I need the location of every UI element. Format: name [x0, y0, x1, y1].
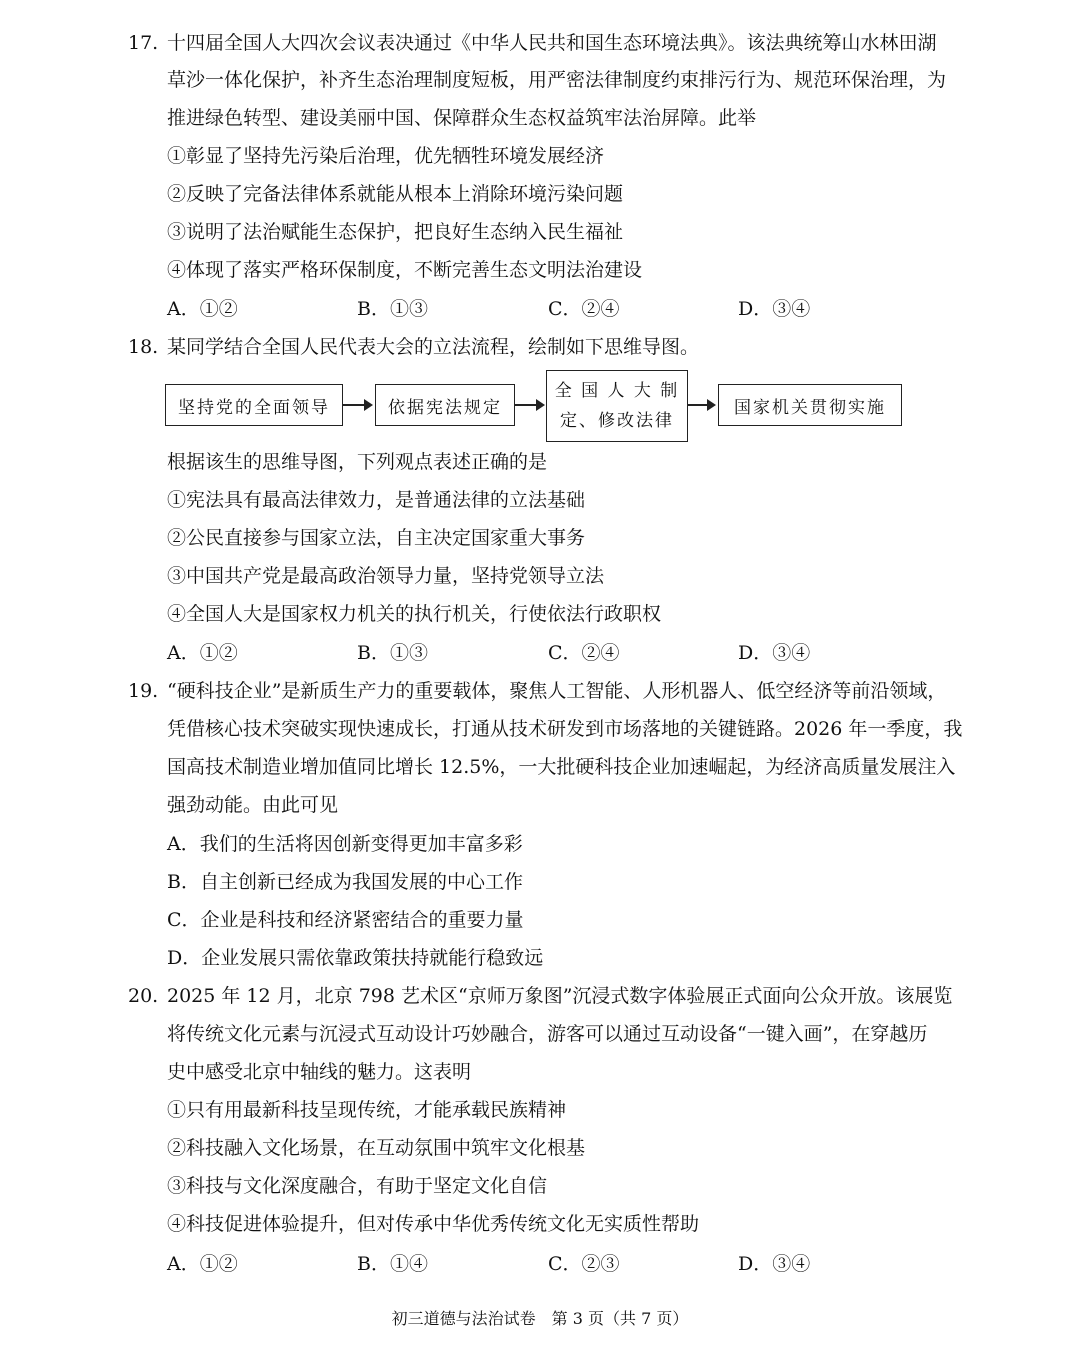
- statement-item: ①只有用最新科技呈现传统，才能承载民族精神: [167, 1099, 567, 1121]
- statement-item: ②科技融入文化场景，在互动氛围中筑牢文化根基: [167, 1137, 586, 1159]
- option-a[interactable]: A．我们的生活将因创新变得更加丰富多彩: [167, 833, 523, 855]
- flow-box-line: 定、修改法律: [560, 411, 674, 431]
- page-footer: 初三道德与法治试卷 第 3 页（共 7 页）: [391, 1309, 689, 1328]
- flow-box-npc-legislation: [546, 370, 688, 442]
- question-stem-line: 国高技术制造业增加值同比增长 12.5%，一大批硬科技企业加速崛起，为经济高质量发展注入: [167, 756, 956, 778]
- flow-arrow: [343, 404, 371, 406]
- question-stem-line: 十四届全国人大四次会议表决通过《中华人民共和国生态环境法典》。该法典统筹山水林田湖: [167, 32, 937, 54]
- flow-box-implementation: 国家机关贯彻实施: [718, 384, 902, 426]
- statement-item: ③科技与文化深度融合，有助于坚定文化自信: [167, 1175, 548, 1197]
- question-stem-line: 凭借核心技术突破实现快速成长，打通从技术研发到市场落地的关键链路。2026 年一季度，我: [167, 718, 963, 740]
- option-d[interactable]: D．③④: [738, 1253, 811, 1275]
- option-b[interactable]: B．①④: [357, 1253, 428, 1275]
- flow-arrow: [515, 404, 543, 406]
- option-d[interactable]: D．③④: [738, 642, 811, 664]
- statement-item: ①宪法具有最高法律效力，是普通法律的立法基础: [167, 489, 586, 511]
- question-stem-line: “硬科技企业”是新质生产力的重要载体，聚焦人工智能、人形机器人、低空经济等前沿领域，: [167, 680, 947, 702]
- question-stem-line: 推进绿色转型、建设美丽中国、保障群众生态权益筑牢法治屏障。此举: [167, 107, 757, 129]
- question-stem-line: 将传统文化元素与沉浸式互动设计巧妙融合，游客可以通过互动设备“一键入画”，在穿越历: [167, 1023, 928, 1045]
- option-c[interactable]: C．②④: [548, 642, 620, 664]
- option-a[interactable]: A．①②: [167, 1253, 238, 1275]
- option-c[interactable]: C．企业是科技和经济紧密结合的重要力量: [167, 909, 524, 931]
- answer-options: [167, 296, 967, 322]
- flow-box-constitution: 依据宪法规定: [375, 384, 515, 426]
- statement-item: ④全国人大是国家权力机关的执行机关，行使依法行政职权: [167, 603, 662, 625]
- mind-map-flowchart: [0, 368, 1080, 448]
- flow-box-party-leadership: 坚持党的全面领导: [165, 384, 343, 426]
- option-d[interactable]: D．企业发展只需依靠政策扶持就能行稳致远: [167, 947, 544, 969]
- answer-options: [167, 1251, 967, 1277]
- option-d[interactable]: D．③④: [738, 298, 811, 320]
- statement-item: ①彰显了坚持先污染后治理，优先牺牲环境发展经济: [167, 145, 605, 167]
- statement-item: ②反映了完备法律体系就能从根本上消除环境污染问题: [167, 183, 624, 205]
- question-prompt: 根据该生的思维导图，下列观点表述正确的是: [167, 451, 548, 473]
- statement-item: ②公民直接参与国家立法，自主决定国家重大事务: [167, 527, 586, 549]
- question-stem-line: 某同学结合全国人民代表大会的立法流程，绘制如下思维导图。: [167, 336, 700, 358]
- statement-item: ④科技促进体验提升，但对传承中华优秀传统文化无实质性帮助: [167, 1213, 700, 1235]
- option-a[interactable]: A．①②: [167, 298, 238, 320]
- statement-item: ③说明了法治赋能生态保护，把良好生态纳入民生福祉: [167, 221, 624, 243]
- option-b[interactable]: B．①③: [357, 642, 428, 664]
- question-number: 17.: [128, 32, 159, 54]
- option-c[interactable]: C．②③: [548, 1253, 620, 1275]
- option-b[interactable]: B．自主创新已经成为我国发展的中心工作: [167, 871, 523, 893]
- question-stem-line: 强劲动能。由此可见: [167, 794, 339, 816]
- question-stem-line: 史中感受北京中轴线的魅力。这表明: [167, 1061, 472, 1083]
- option-b[interactable]: B．①③: [357, 298, 428, 320]
- question-number: 19.: [128, 680, 159, 702]
- question-number: 18.: [128, 336, 159, 358]
- statement-item: ④体现了落实严格环保制度，不断完善生态文明法治建设: [167, 259, 643, 281]
- answer-options: [167, 640, 967, 666]
- flow-box-line: 全 国 人 大 制: [554, 381, 680, 401]
- option-c[interactable]: C．②④: [548, 298, 620, 320]
- flow-arrow: [688, 404, 714, 406]
- question-stem-line: 草沙一体化保护，补齐生态治理制度短板，用严密法律制度约束排污行为、规范环保治理，为: [167, 69, 947, 91]
- statement-item: ③中国共产党是最高政治领导力量，坚持党领导立法: [167, 565, 605, 587]
- option-a[interactable]: A．①②: [167, 642, 238, 664]
- question-number: 20.: [128, 985, 159, 1007]
- question-stem-line: 2025 年 12 月，北京 798 艺术区“京师万象图”沉浸式数字体验展正式面向公众开放。该展览: [167, 985, 953, 1007]
